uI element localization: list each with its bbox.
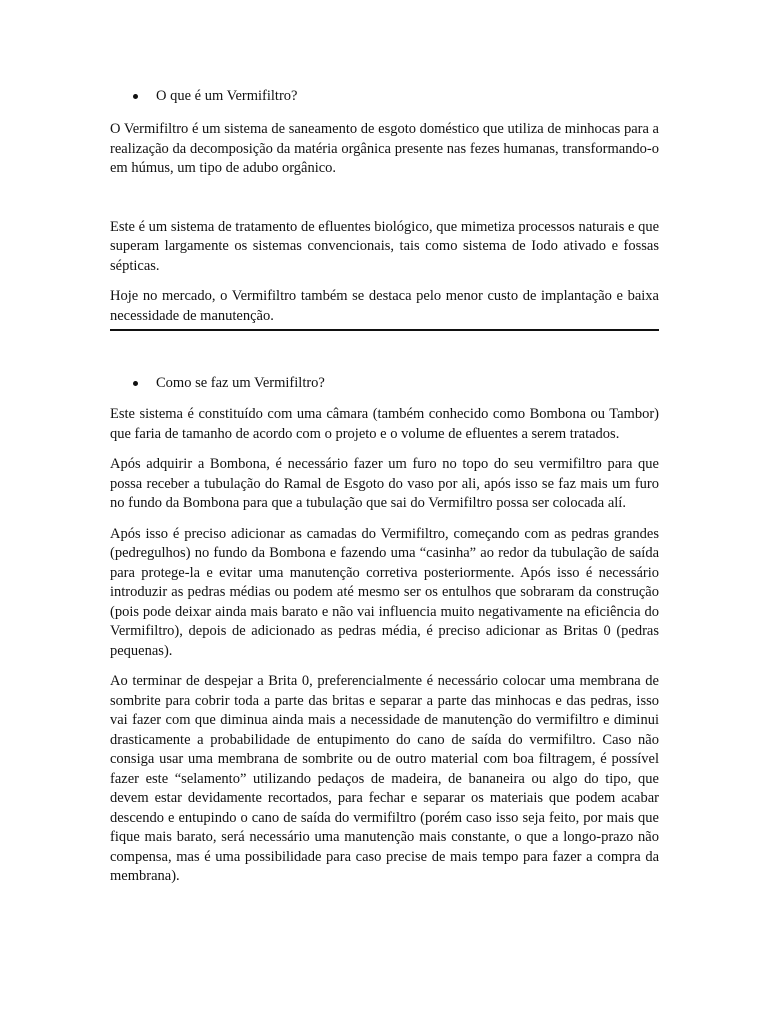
section-heading-text: O que é um Vermifiltro? xyxy=(156,88,298,104)
paragraph-definition: O Vermifiltro é um sistema de saneamento de esgoto doméstico que utiliza de minhocas para a realização da decomposição da matéria orgânica presente nas fezes humanas, transformando-o em húmus, um tipo de adubo orgânico. xyxy=(110,121,659,176)
document-page xyxy=(110,86,659,887)
paragraph-layers: Após isso é preciso adicionar as camadas do Vermifiltro, começando com as pedras grandes (pedregulhos) no fundo da Bombona e fazendo uma “casinha” ao redor da tubulação de saída para protege-la e evitar uma manutenção corretiva posteriormente. Após isso é necessário introduzir as pedras médias ou podem até mesmo ser os entulhos que sobraram da construção (pois pode deixar ainda mais barato e não vai influencia muito negativamente na eficiência do Vermifiltro), depois de adicionado as pedras média, é preciso adicionar as Britas 0 (pedras pequenas). xyxy=(110,525,659,659)
bullet-icon xyxy=(133,381,138,386)
paragraph-market: Hoje no mercado, o Vermifiltro também se destaca pelo menor custo de implantação e baixa necessidade de manutenção. xyxy=(110,288,659,324)
paragraph-drilling: Após adquirir a Bombona, é necessário fazer um furo no topo do seu vermifiltro para que possa receber a tubulação do Ramal de Esgoto do vaso por ali, após isso se faz mais um furo no fundo da Bombona para que a tubulação que sai do Vermifiltro possa ser colocada alí. xyxy=(110,456,659,511)
paragraph-treatment-system: Este é um sistema de tratamento de efluentes biológico, que mimetiza processos naturais e que superam largamente os sistemas convencionais, tais como sistema de Iodo ativado e fossas sépticas. xyxy=(110,218,659,274)
section-heading-how-to xyxy=(110,373,659,393)
section-divider xyxy=(110,329,659,331)
section-heading-text: Como se faz um Vermifiltro? xyxy=(156,375,325,391)
paragraph-membrane: Ao terminar de despejar a Brita 0, preferencialmente é necessário colocar uma membrana de sombrite para cobrir toda a parte das britas e separar a parte das minhocas e das pedras, isso vai fazer com que diminua ainda mais a necessidade de manutenção do vermifiltro e diminui drasticamente a probabilidade de entupimento do cano de saída do vermifiltro. Caso não consiga usar uma membrana de sombrite ou de outro material com boa filtragem, é possível fazer este “selamento” utilizando pedaços de madeira, de bananeira ou algo do tipo, que devem estar devidamente recortados, para fechar e separar os materiais que podem acabar descendo e entupindo o cano de saída do vermifiltro (porém caso isso seja feito, por mais que fique mais barato, será necessário uma manutenção mais constante, o que a longo-prazo não compensa, mas é uma possibilidade para caso precise de mais tempo para fazer a compra da membrana). xyxy=(110,673,659,884)
section-heading-what-is xyxy=(110,86,659,106)
bullet-icon xyxy=(133,94,138,99)
paragraph-chamber: Este sistema é constituído com uma câmara (também conhecido como Bombona ou Tambor) que faria de tamanho de acordo com o projeto e o volume de efluentes a serem tratados. xyxy=(110,406,659,442)
